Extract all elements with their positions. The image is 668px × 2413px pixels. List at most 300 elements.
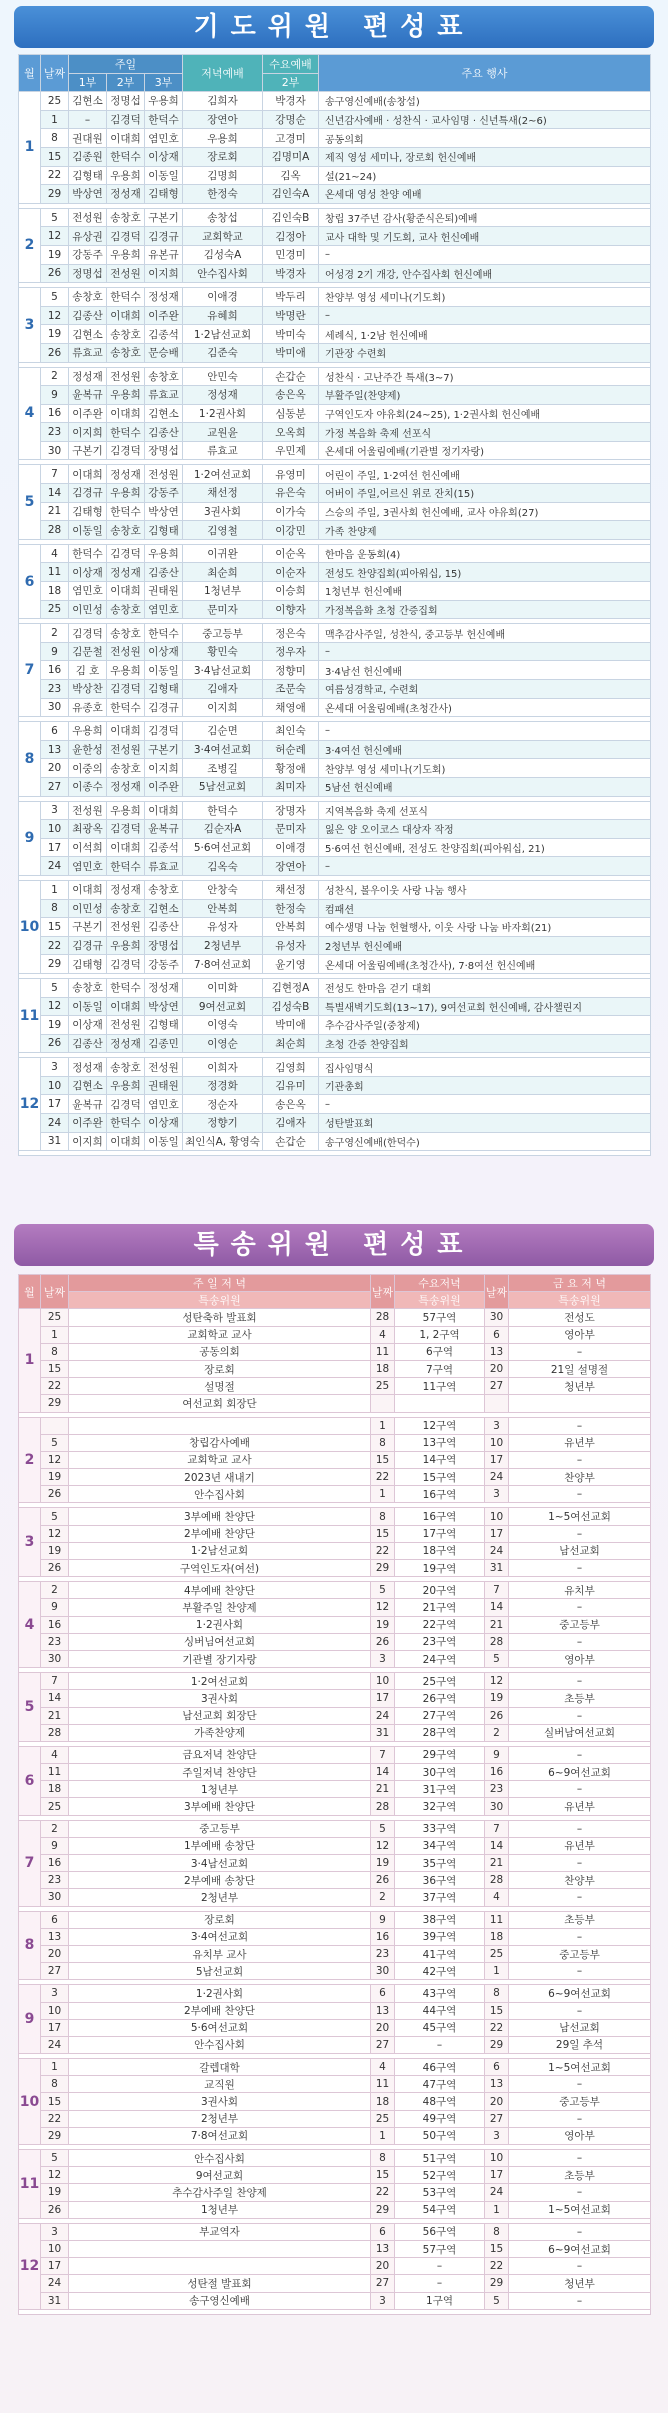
table-cell: 김문철 — [69, 642, 107, 661]
table-row — [19, 521, 651, 540]
table-cell: 김명희 — [183, 166, 263, 185]
table-cell: 22 — [371, 1542, 395, 1559]
table-cell: 9여선교회 — [183, 997, 263, 1016]
table-cell: 10 — [485, 1434, 509, 1451]
table-cell: 25 — [41, 92, 69, 111]
table-row — [19, 92, 651, 111]
table-cell: 김경덕 — [145, 722, 183, 741]
table-cell: 강동주 — [145, 484, 183, 503]
table-cell: 1청년부 헌신예배 — [319, 582, 651, 601]
table-cell: 컴패션 — [319, 899, 651, 918]
table-cell: 영아부 — [509, 1326, 651, 1343]
table-cell: 42구역 — [395, 1963, 485, 1980]
table-cell: 7·8여선교회 — [69, 2127, 371, 2144]
table-cell: 20 — [485, 1360, 509, 1377]
table-cell: 지역복음화 축제 선포식 — [319, 801, 651, 820]
table-cell: 류효교 — [183, 441, 263, 460]
table-row — [19, 1542, 651, 1559]
table-cell: 26 — [41, 1560, 69, 1577]
table-cell: 온세대 영성 찬양 예배 — [319, 185, 651, 204]
table-cell: 6 — [41, 722, 69, 741]
table-cell: – — [509, 1889, 651, 1906]
table-cell: 우용희 — [107, 936, 145, 955]
table-cell: 30 — [485, 1309, 509, 1326]
table-cell: 21 — [485, 1616, 509, 1633]
table-cell: 교회학교 — [183, 227, 263, 246]
table-row — [19, 386, 651, 405]
table-cell: 온세대 어울림예배(초청간사), 7·8여선 헌신예배 — [319, 955, 651, 974]
table-cell: 32구역 — [395, 1798, 485, 1815]
table-cell: 26 — [41, 2201, 69, 2218]
table-cell: 21 — [371, 1781, 395, 1798]
table-cell: – — [509, 2223, 651, 2240]
table-cell: 이미화 — [183, 978, 263, 997]
table-cell: 47구역 — [395, 2076, 485, 2093]
table-row — [19, 264, 651, 283]
table-row — [19, 1945, 651, 1962]
table-cell: 31 — [485, 1560, 509, 1577]
table-cell: 36구역 — [395, 1872, 485, 1889]
table-row — [19, 1837, 651, 1854]
table-cell: 전성원 — [145, 1058, 183, 1077]
table-cell: 전성원 — [107, 740, 145, 759]
table-cell: 21일 설명절 — [509, 1360, 651, 1377]
table-cell: 기관별 장기자랑 — [69, 1650, 371, 1667]
table-cell: 김성숙B — [263, 997, 319, 1016]
table-row — [19, 1764, 651, 1781]
table-cell: 김형태 — [145, 521, 183, 540]
table-cell: 교회학교 교사 — [69, 1326, 371, 1343]
table-cell: 30 — [41, 1650, 69, 1667]
table-cell: 22 — [371, 2184, 395, 2201]
table-cell: 26 — [41, 343, 69, 362]
table-row — [19, 1451, 651, 1468]
table-cell: 13 — [371, 2002, 395, 2019]
table-row — [19, 1855, 651, 1872]
table-cell: 교원윤 — [183, 423, 263, 442]
table-cell: 5 — [41, 288, 69, 307]
col-sunday-evening: 주 일 저 녁 — [69, 1275, 371, 1292]
table-row — [19, 698, 651, 717]
table-row — [19, 404, 651, 423]
table-cell: 강동주 — [145, 955, 183, 974]
table-cell: 24 — [41, 2036, 69, 2053]
table-row — [19, 978, 651, 997]
month-label: 8 — [19, 722, 41, 796]
table-cell: 3권사회 — [183, 502, 263, 521]
table-row — [19, 465, 651, 484]
table-cell: – — [509, 2292, 651, 2309]
table-cell: 김현소 — [145, 899, 183, 918]
table-row — [19, 2076, 651, 2093]
table-cell: – — [69, 110, 107, 129]
table-cell: 1·2권사회 — [183, 404, 263, 423]
table-cell: 잃은 양 오이코스 대상자 작정 — [319, 820, 651, 839]
table-row — [19, 1360, 651, 1377]
table-row — [19, 2036, 651, 2053]
table-cell: 윤복규 — [69, 1095, 107, 1114]
table-cell: 이지희 — [145, 759, 183, 778]
table-row — [19, 1132, 651, 1151]
table-cell: 17 — [41, 2258, 69, 2275]
table-cell: 1~5여선교회 — [509, 1508, 651, 1525]
table-cell: 송은옥 — [263, 1095, 319, 1114]
table-row — [19, 777, 651, 796]
table-cell: 찬양부 영성 세미나(기도회) — [319, 288, 651, 307]
table-cell: 14 — [485, 1599, 509, 1616]
table-row — [19, 288, 651, 307]
table-cell: 성탄절 발표회 — [69, 2275, 371, 2292]
table-cell: 한정숙 — [263, 899, 319, 918]
table-cell: 12 — [41, 1525, 69, 1542]
table-cell: – — [509, 1525, 651, 1542]
table-cell: 전성원 — [107, 264, 145, 283]
table-cell: 12 — [41, 997, 69, 1016]
table-cell: 송창호 — [145, 880, 183, 899]
table-row — [19, 740, 651, 759]
table-cell: 김종원 — [69, 147, 107, 166]
table-cell: 안민숙 — [183, 367, 263, 386]
table-cell: 22 — [41, 166, 69, 185]
table-cell: 장로회 — [69, 1360, 371, 1377]
table-cell: 김현소 — [69, 325, 107, 344]
month-label: 3 — [19, 288, 41, 362]
table-cell: 16구역 — [395, 1486, 485, 1503]
table-cell: 19 — [41, 1469, 69, 1486]
table-row — [19, 642, 651, 661]
table-cell: 박상찬 — [69, 680, 107, 699]
table-cell: 56구역 — [395, 2223, 485, 2240]
col-singer-1: 특송위원 — [69, 1292, 371, 1309]
table-cell: 류효교 — [145, 857, 183, 876]
table-cell — [69, 1417, 371, 1434]
table-cell: 우용희 — [107, 386, 145, 405]
table-cell: 유본규 — [145, 245, 183, 264]
table-cell: 20구역 — [395, 1582, 485, 1599]
table-cell: 1 — [41, 880, 69, 899]
table-row — [19, 1616, 651, 1633]
table-cell: 16 — [41, 1855, 69, 1872]
table-cell: 박경자 — [263, 264, 319, 283]
table-cell: 28 — [485, 1872, 509, 1889]
table-cell: – — [509, 1855, 651, 1872]
table-row — [19, 1114, 651, 1133]
table-cell: 6 — [41, 1911, 69, 1928]
table-cell: 정성재 — [183, 386, 263, 405]
col-wednesday-evening: 수요저녁 — [395, 1275, 485, 1292]
table-cell: 1·2권사회 — [69, 1616, 371, 1633]
table-cell: 5·6여선교회 — [183, 838, 263, 857]
month-label: 3 — [19, 1508, 41, 1577]
table-cell: 금요저녁 찬양단 — [69, 1746, 371, 1763]
table-cell: 정성재 — [145, 978, 183, 997]
table-cell: 13 — [485, 1343, 509, 1360]
table-cell: 김옥 — [263, 166, 319, 185]
table-cell: 50구역 — [395, 2127, 485, 2144]
table-cell: 9 — [41, 386, 69, 405]
table-cell: 28 — [41, 1724, 69, 1741]
table-cell: 전성도 찬양집회(피아워십, 15) — [319, 563, 651, 582]
table-cell: 5 — [41, 2150, 69, 2167]
table-cell: 6구역 — [395, 1343, 485, 1360]
table-row — [19, 2167, 651, 2184]
table-cell: 이귀완 — [183, 544, 263, 563]
month-label: 8 — [19, 1911, 41, 1980]
table-cell: 13구역 — [395, 1434, 485, 1451]
table-row — [19, 227, 651, 246]
table-cell: 15 — [371, 1451, 395, 1468]
table-cell: 26구역 — [395, 1690, 485, 1707]
table-row — [19, 2184, 651, 2201]
table-cell: 우용희 — [107, 245, 145, 264]
table-cell: 조병길 — [183, 759, 263, 778]
table-cell: 박상연 — [145, 502, 183, 521]
table-cell: 15 — [485, 2240, 509, 2257]
table-row — [19, 918, 651, 937]
table-cell: 2부예배 찬양단 — [69, 1525, 371, 1542]
table-cell: 싱버님여선교회 — [69, 1633, 371, 1650]
table-cell: 29일 추석 — [509, 2036, 651, 2053]
table-cell: 17 — [371, 1690, 395, 1707]
table-cell: 부활주일 찬양제 — [69, 1599, 371, 1616]
table-cell: 김현소 — [69, 92, 107, 111]
table-cell: 한정숙 — [183, 185, 263, 204]
table-cell: – — [319, 857, 651, 876]
table-cell: 이대희 — [69, 880, 107, 899]
table-cell: 교직원 — [69, 2076, 371, 2093]
table-cell: 중고등부 — [69, 1820, 371, 1837]
table-cell: 장명자 — [263, 801, 319, 820]
month-separator — [19, 2309, 651, 2314]
table-cell: 5 — [485, 2292, 509, 2309]
table-row — [19, 563, 651, 582]
col-evening: 저녁예배 — [183, 55, 263, 92]
table-cell: 이대희 — [107, 129, 145, 148]
table-cell: 2부예배 송창단 — [69, 1872, 371, 1889]
table-cell: 12구역 — [395, 1417, 485, 1434]
table-cell: 4부예배 찬양단 — [69, 1582, 371, 1599]
table-cell: 22 — [485, 2258, 509, 2275]
table-cell: 8 — [41, 899, 69, 918]
table-cell: 찬양부 — [509, 1872, 651, 1889]
table-cell: 창립 37주년 감사(황준식은퇴)예배 — [319, 208, 651, 227]
table-cell: 18구역 — [395, 1542, 485, 1559]
table-cell: 22 — [41, 936, 69, 955]
table-cell — [509, 1395, 651, 1412]
table-cell: 1~5여선교회 — [509, 2201, 651, 2218]
table-cell: 19 — [371, 1616, 395, 1633]
table-row — [19, 325, 651, 344]
table-cell: 전성원 — [107, 642, 145, 661]
table-cell: 채선정 — [183, 484, 263, 503]
table-row — [19, 1650, 651, 1667]
table-cell: 송창호 — [107, 600, 145, 619]
table-row — [19, 880, 651, 899]
table-cell: 13 — [371, 2240, 395, 2257]
table-row — [19, 110, 651, 129]
table-cell: 4 — [41, 544, 69, 563]
table-cell: 김경덕 — [107, 820, 145, 839]
table-cell: 김순면 — [183, 722, 263, 741]
table-row — [19, 185, 651, 204]
table-cell: 성찬식, 볼우이웃 사랑 나눔 행사 — [319, 880, 651, 899]
table-cell: 1부예배 송창단 — [69, 1837, 371, 1854]
table-cell — [371, 1395, 395, 1412]
table-cell: 10 — [41, 2002, 69, 2019]
table-cell: 김태형 — [69, 955, 107, 974]
col-sunday-1: 1부 — [69, 73, 107, 92]
table-cell: 박미애 — [263, 1016, 319, 1035]
table-cell: – — [509, 1486, 651, 1503]
table-cell: 8 — [41, 2076, 69, 2093]
table-cell: 송창호 — [145, 367, 183, 386]
table-cell: 57구역 — [395, 1309, 485, 1326]
table-cell: 6 — [371, 2223, 395, 2240]
table-cell: 5 — [41, 1508, 69, 1525]
table-cell: 24구역 — [395, 1650, 485, 1667]
table-cell: 염민호 — [145, 129, 183, 148]
table-cell: 정성재 — [69, 367, 107, 386]
table-cell: 8 — [371, 1434, 395, 1451]
table-cell: 24 — [485, 1542, 509, 1559]
table-cell: 23 — [485, 1781, 509, 1798]
table-cell: 최순희 — [183, 563, 263, 582]
table-cell: 57구역 — [395, 2240, 485, 2257]
table-cell: – — [509, 2076, 651, 2093]
table-cell: 이향자 — [263, 600, 319, 619]
table-row — [19, 1326, 651, 1343]
table-cell: 5남선 헌신예배 — [319, 777, 651, 796]
table-cell: 1 — [41, 110, 69, 129]
table-cell: 김준숙 — [183, 343, 263, 362]
table-cell: 우용희 — [107, 1076, 145, 1095]
table-cell: 김종산 — [145, 918, 183, 937]
table-row — [19, 1889, 651, 1906]
table-cell: 25 — [41, 1309, 69, 1326]
table-row — [19, 1469, 651, 1486]
table-cell: 4 — [371, 2059, 395, 2076]
table-cell: 장연아 — [263, 857, 319, 876]
table-cell: 3·4남선교회 — [69, 1855, 371, 1872]
table-cell: 이중의 — [69, 759, 107, 778]
table-cell: 30 — [371, 1963, 395, 1980]
table-cell: 유치부 교사 — [69, 1945, 371, 1962]
table-cell: 이주완 — [69, 404, 107, 423]
table-cell: 1 — [485, 2201, 509, 2218]
table-cell: 한마음 운동회(4) — [319, 544, 651, 563]
table-cell: 12 — [485, 1673, 509, 1690]
table-cell: 정향기 — [183, 1114, 263, 1133]
table-row — [19, 1746, 651, 1763]
table-cell: 송은옥 — [263, 386, 319, 405]
table-cell: 1·2여선교회 — [183, 465, 263, 484]
table-cell: 8 — [41, 129, 69, 148]
table-row — [19, 208, 651, 227]
table-cell: – — [509, 1560, 651, 1577]
table-cell: 29 — [41, 955, 69, 974]
table-cell: 송창호 — [107, 624, 145, 643]
table-cell: 성탄축하 발표회 — [69, 1309, 371, 1326]
table-cell: 51구역 — [395, 2150, 485, 2167]
table-cell: 3 — [371, 2292, 395, 2309]
table-cell: 찬양부 영성 세미나(기도회) — [319, 759, 651, 778]
table-cell: 전성원 — [107, 367, 145, 386]
table-cell: 5 — [371, 1582, 395, 1599]
table-cell: – — [509, 1451, 651, 1468]
table-cell: 설명절 — [69, 1378, 371, 1395]
table-cell: 김종석 — [145, 838, 183, 857]
month-label: 9 — [19, 1985, 41, 2054]
table-cell: 김경규 — [69, 936, 107, 955]
table-cell: 김영희 — [263, 1058, 319, 1077]
table-cell: 맥추감사주일, 성찬식, 중고등부 헌신예배 — [319, 624, 651, 643]
table-cell: 박명란 — [263, 306, 319, 325]
table-cell: 14 — [371, 1764, 395, 1781]
table-cell: 정성재 — [145, 288, 183, 307]
table-cell: 전성도 — [509, 1309, 651, 1326]
table-cell: 18 — [41, 582, 69, 601]
table-cell: 중고등부 — [183, 624, 263, 643]
table-cell: 장로회 — [69, 1911, 371, 1928]
table-cell: 9여선교회 — [69, 2167, 371, 2184]
table-cell: 16 — [41, 1616, 69, 1633]
special-song-table — [18, 1274, 651, 2315]
table-cell: 최광옥 — [69, 820, 107, 839]
table-cell: 27 — [41, 777, 69, 796]
table-cell: 정우자 — [263, 642, 319, 661]
table-cell: 7 — [41, 465, 69, 484]
table-cell: 한덕수 — [145, 110, 183, 129]
table-cell: 4 — [485, 1889, 509, 1906]
table-cell: 27 — [485, 2110, 509, 2127]
table-cell: 이대희 — [145, 801, 183, 820]
table-cell: 송창호 — [107, 208, 145, 227]
table-cell: – — [319, 642, 651, 661]
table-cell: 전성원 — [145, 465, 183, 484]
table-cell: 이순옥 — [263, 544, 319, 563]
table-cell: 46구역 — [395, 2059, 485, 2076]
table-cell: 안복희 — [263, 918, 319, 937]
table-cell: 3 — [371, 1650, 395, 1667]
table-cell: 5·6여선 헌신예배, 전성도 찬양집회(피아워십, 21) — [319, 838, 651, 857]
table-cell: 김경규 — [69, 484, 107, 503]
table-cell: 황정애 — [263, 759, 319, 778]
table-cell: 이애경 — [263, 838, 319, 857]
table-row — [19, 1508, 651, 1525]
table-cell: 3부예배 찬양단 — [69, 1508, 371, 1525]
table-cell: 3권사회 — [69, 2093, 371, 2110]
table-cell: 김태형 — [69, 502, 107, 521]
table-cell: 1 — [371, 1486, 395, 1503]
table-cell: 예수생명 나눔 헌혈행사, 이웃 사랑 나눔 바자회(21) — [319, 918, 651, 937]
table-cell: 가정 복음화 축제 선포식 — [319, 423, 651, 442]
table-cell: 김경덕 — [107, 441, 145, 460]
table-cell: 24 — [41, 2275, 69, 2292]
table-cell: 김현정A — [263, 978, 319, 997]
table-cell: 유년부 — [509, 1837, 651, 1854]
table-cell: 송창호 — [107, 899, 145, 918]
table-row — [19, 2019, 651, 2036]
table-cell: 25 — [371, 2110, 395, 2127]
table-row — [19, 166, 651, 185]
table-cell: 24 — [371, 1707, 395, 1724]
table-cell: – — [509, 1707, 651, 1724]
table-cell: 3 — [41, 1058, 69, 1077]
table-cell: 강명순 — [263, 110, 319, 129]
table-cell: 장연아 — [183, 110, 263, 129]
table-cell: 8 — [371, 1508, 395, 1525]
table-cell: 15 — [371, 2167, 395, 2184]
